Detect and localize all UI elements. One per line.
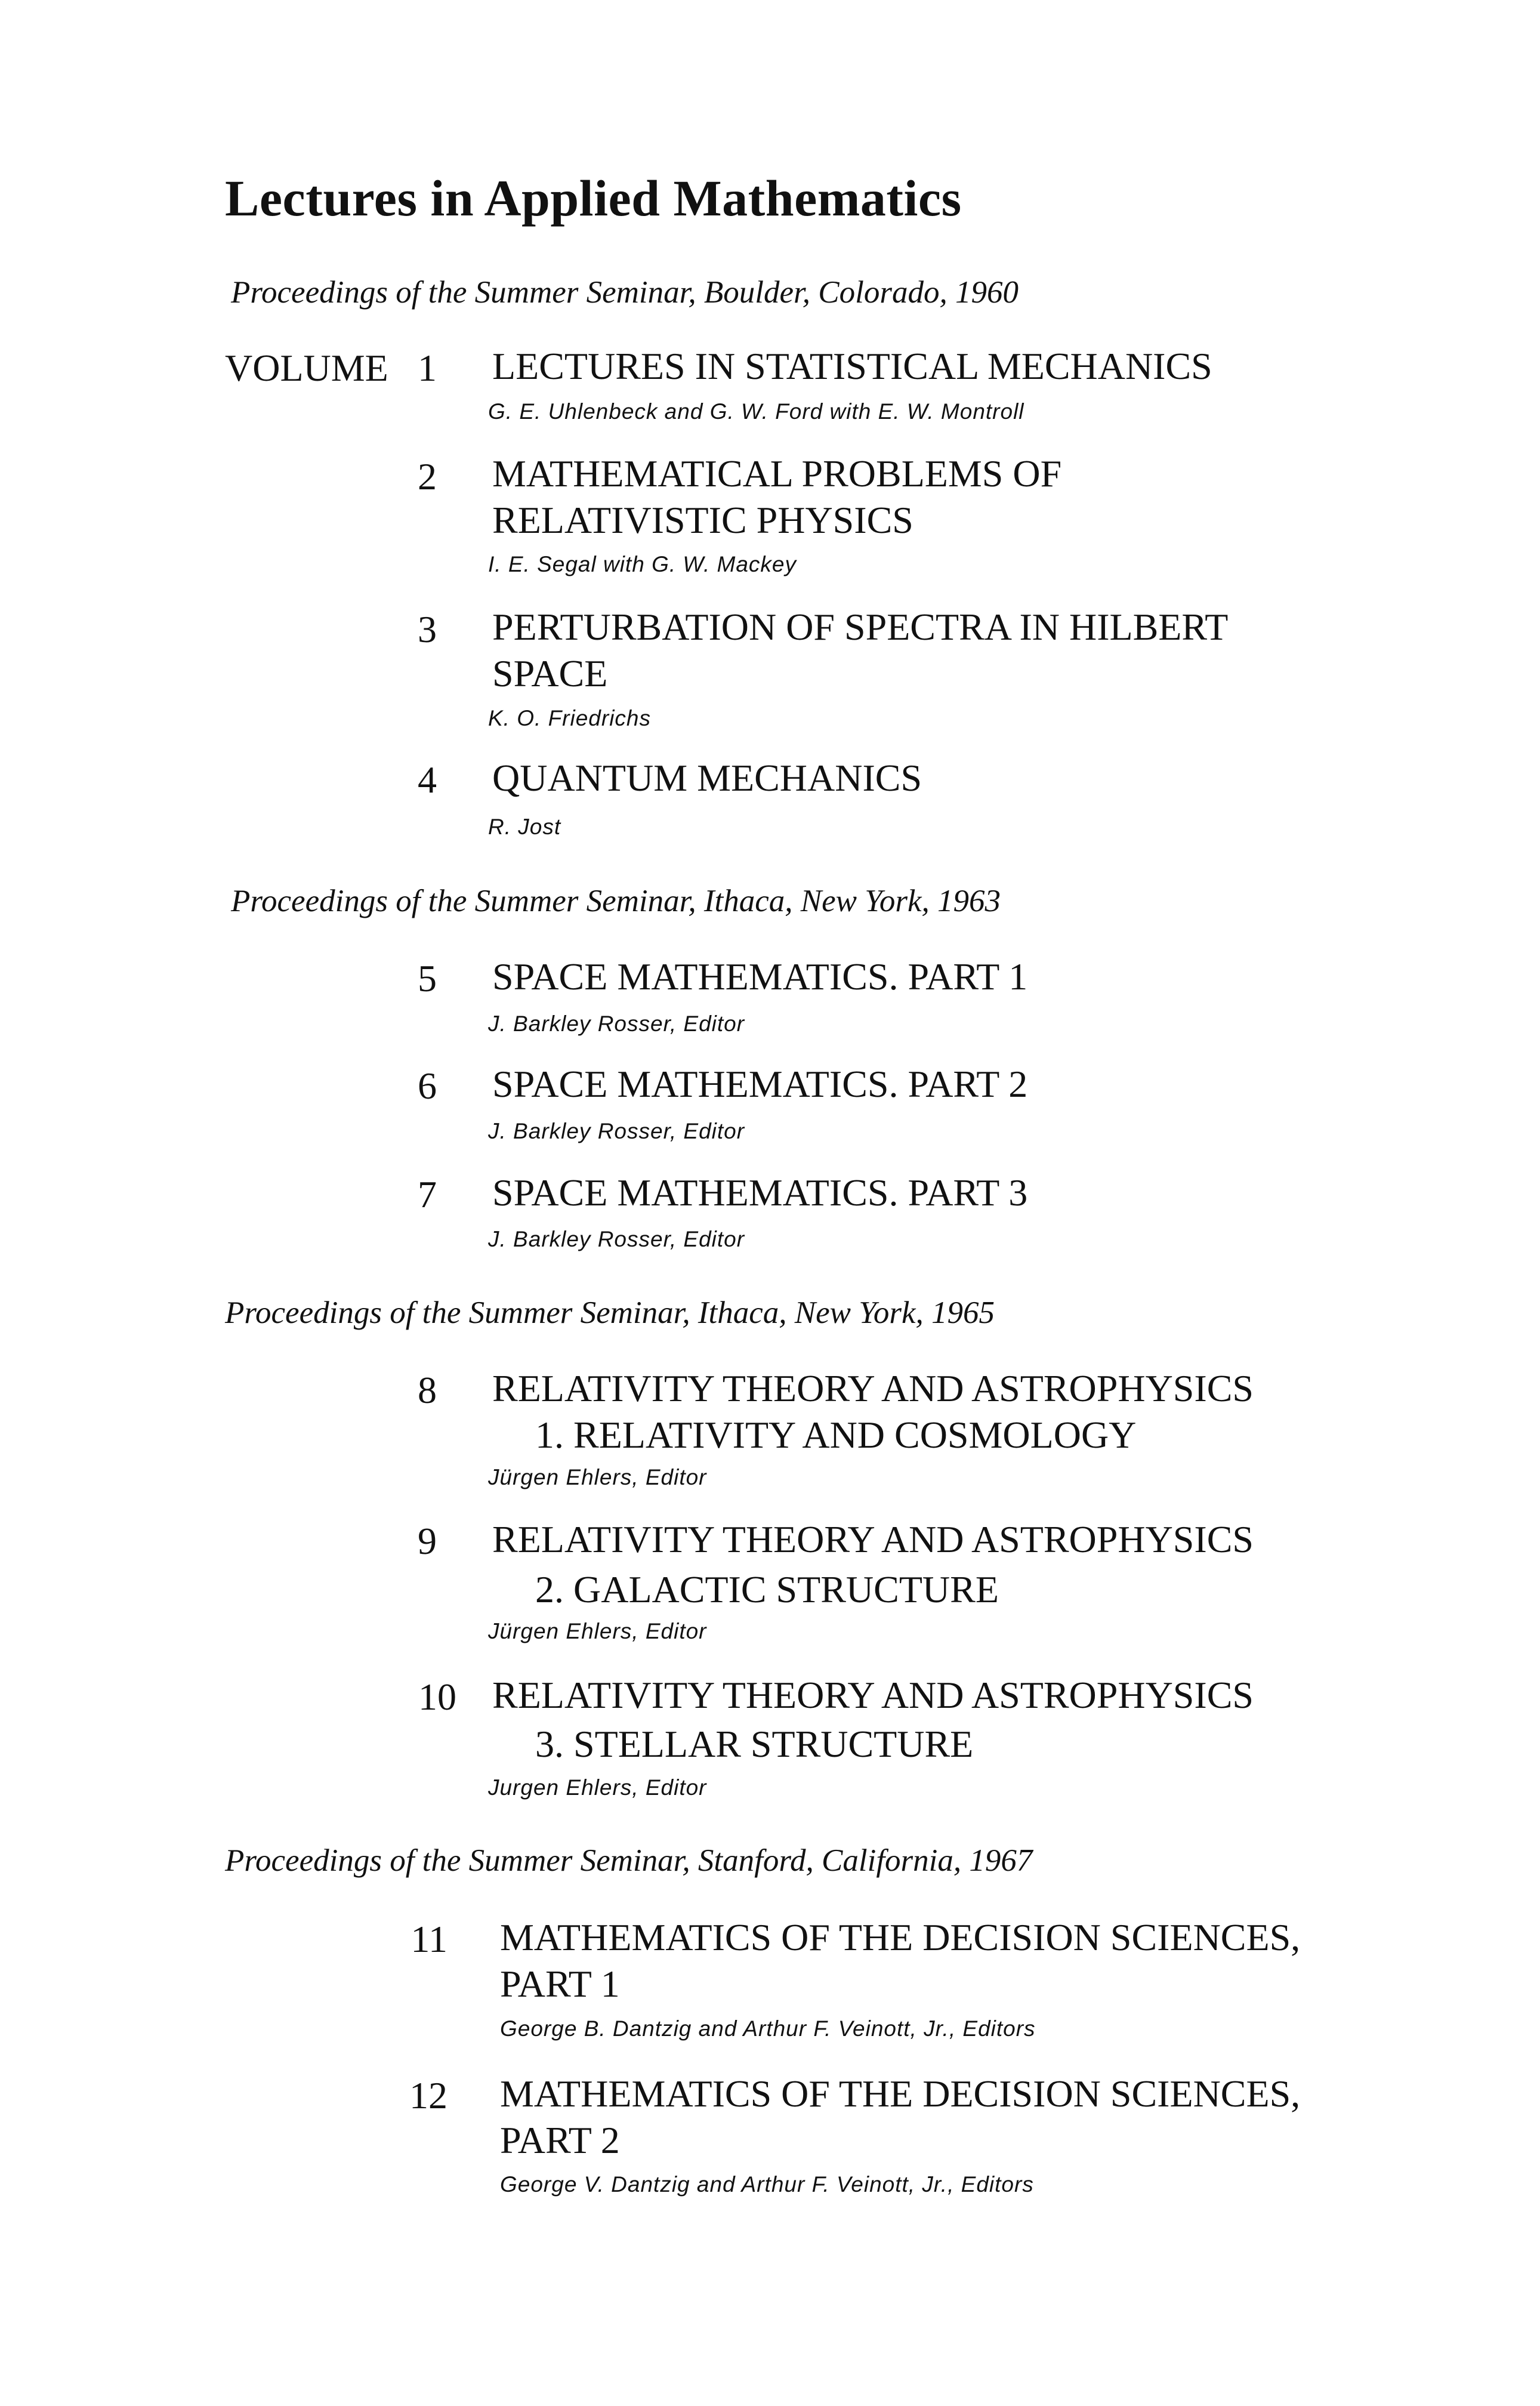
proceedings-heading: Proceedings of the Summer Seminar, Boulder, Colorado, 1960 bbox=[231, 275, 1019, 310]
volume-title-line: PART 1 bbox=[500, 1963, 620, 2005]
volume-title bbox=[492, 604, 1228, 697]
volume-title bbox=[492, 451, 1061, 544]
volume-title-line: LECTURES IN STATISTICAL MECHANICS bbox=[492, 345, 1212, 387]
volume-number: 9 bbox=[418, 1520, 437, 1562]
volume-number: 12 bbox=[409, 2074, 448, 2117]
volume-title-line: PERTURBATION OF SPECTRA IN HILBERT bbox=[492, 606, 1229, 648]
volume-title bbox=[492, 1516, 1254, 1613]
volume-authors: I. E. Segal with G. W. Mackey bbox=[488, 552, 797, 576]
volume-number: 6 bbox=[418, 1065, 437, 1107]
volume-title bbox=[492, 1672, 1254, 1768]
volume-title-line: RELATIVISTIC PHYSICS bbox=[492, 499, 913, 541]
volume-number: 4 bbox=[418, 758, 437, 801]
volume-number: 5 bbox=[418, 957, 437, 1000]
volume-authors: J. Barkley Rosser, Editor bbox=[488, 1119, 745, 1143]
proceedings-heading: Proceedings of the Summer Seminar, Ithaca, New York, 1963 bbox=[231, 884, 1001, 918]
volume-authors: Jürgen Ehlers, Editor bbox=[488, 1465, 707, 1489]
volume-title-line: MATHEMATICS OF THE DECISION SCIENCES, bbox=[500, 1916, 1301, 1958]
volume-title bbox=[492, 954, 1027, 1000]
volume-number: 11 bbox=[411, 1918, 448, 1960]
series-title: Lectures in Applied Mathematics bbox=[225, 169, 962, 227]
volume-title bbox=[492, 1170, 1027, 1216]
volume-subtitle: 1. RELATIVITY AND COSMOLOGY bbox=[535, 1414, 1137, 1456]
volume-title-line: SPACE bbox=[492, 652, 608, 695]
volume-authors: George B. Dantzig and Arthur F. Veinott, Jr., Editors bbox=[500, 2016, 1036, 2041]
volume-authors: Jurgen Ehlers, Editor bbox=[488, 1775, 707, 1800]
volume-number: 3 bbox=[418, 608, 437, 650]
volume-authors: K. O. Friedrichs bbox=[488, 706, 651, 730]
volume-number: 8 bbox=[418, 1369, 437, 1411]
volume-title bbox=[492, 343, 1212, 390]
proceedings-heading: Proceedings of the Summer Seminar, Stanford, California, 1967 bbox=[225, 1843, 1033, 1878]
volume-title-line: QUANTUM MECHANICS bbox=[492, 757, 922, 799]
volume-subtitle: 2. GALACTIC STRUCTURE bbox=[535, 1568, 999, 1611]
volume-number: 1 bbox=[418, 347, 437, 389]
volume-title bbox=[500, 2071, 1300, 2164]
proceedings-heading: Proceedings of the Summer Seminar, Ithaca, New York, 1965 bbox=[225, 1295, 995, 1330]
volume-title-line: MATHEMATICAL PROBLEMS OF bbox=[492, 452, 1062, 495]
volume-title-line: SPACE MATHEMATICS. PART 3 bbox=[492, 1171, 1028, 1214]
volume-title-line: MATHEMATICS OF THE DECISION SCIENCES, bbox=[500, 2072, 1301, 2115]
volume-title bbox=[500, 1914, 1300, 2007]
volume-title-line: RELATIVITY THEORY AND ASTROPHYSICS bbox=[492, 1518, 1254, 1560]
volume-title-line: PART 2 bbox=[500, 2119, 620, 2161]
volume-authors: G. E. Uhlenbeck and G. W. Ford with E. W. Montroll bbox=[488, 399, 1024, 424]
volume-subtitle: 3. STELLAR STRUCTURE bbox=[535, 1723, 974, 1765]
volume-authors: R. Jost bbox=[488, 815, 561, 839]
volume-label: VOLUME bbox=[225, 347, 388, 389]
volume-number: 10 bbox=[418, 1676, 456, 1718]
volume-title-line: SPACE MATHEMATICS. PART 2 bbox=[492, 1063, 1028, 1105]
volume-title-line: RELATIVITY THEORY AND ASTROPHYSICS bbox=[492, 1367, 1254, 1409]
volume-title bbox=[492, 1365, 1254, 1458]
volume-title-line: RELATIVITY THEORY AND ASTROPHYSICS bbox=[492, 1674, 1254, 1716]
volume-authors: J. Barkley Rosser, Editor bbox=[488, 1227, 745, 1251]
volume-authors: J. Barkley Rosser, Editor bbox=[488, 1011, 745, 1036]
volume-number: 2 bbox=[418, 455, 437, 498]
volume-authors: George V. Dantzig and Arthur F. Veinott, Jr., Editors bbox=[500, 2172, 1034, 2197]
volume-number: 7 bbox=[418, 1173, 437, 1216]
volume-title bbox=[492, 755, 922, 801]
volume-title-line: SPACE MATHEMATICS. PART 1 bbox=[492, 955, 1028, 998]
volume-title bbox=[492, 1061, 1027, 1108]
volume-authors: Jürgen Ehlers, Editor bbox=[488, 1619, 707, 1643]
